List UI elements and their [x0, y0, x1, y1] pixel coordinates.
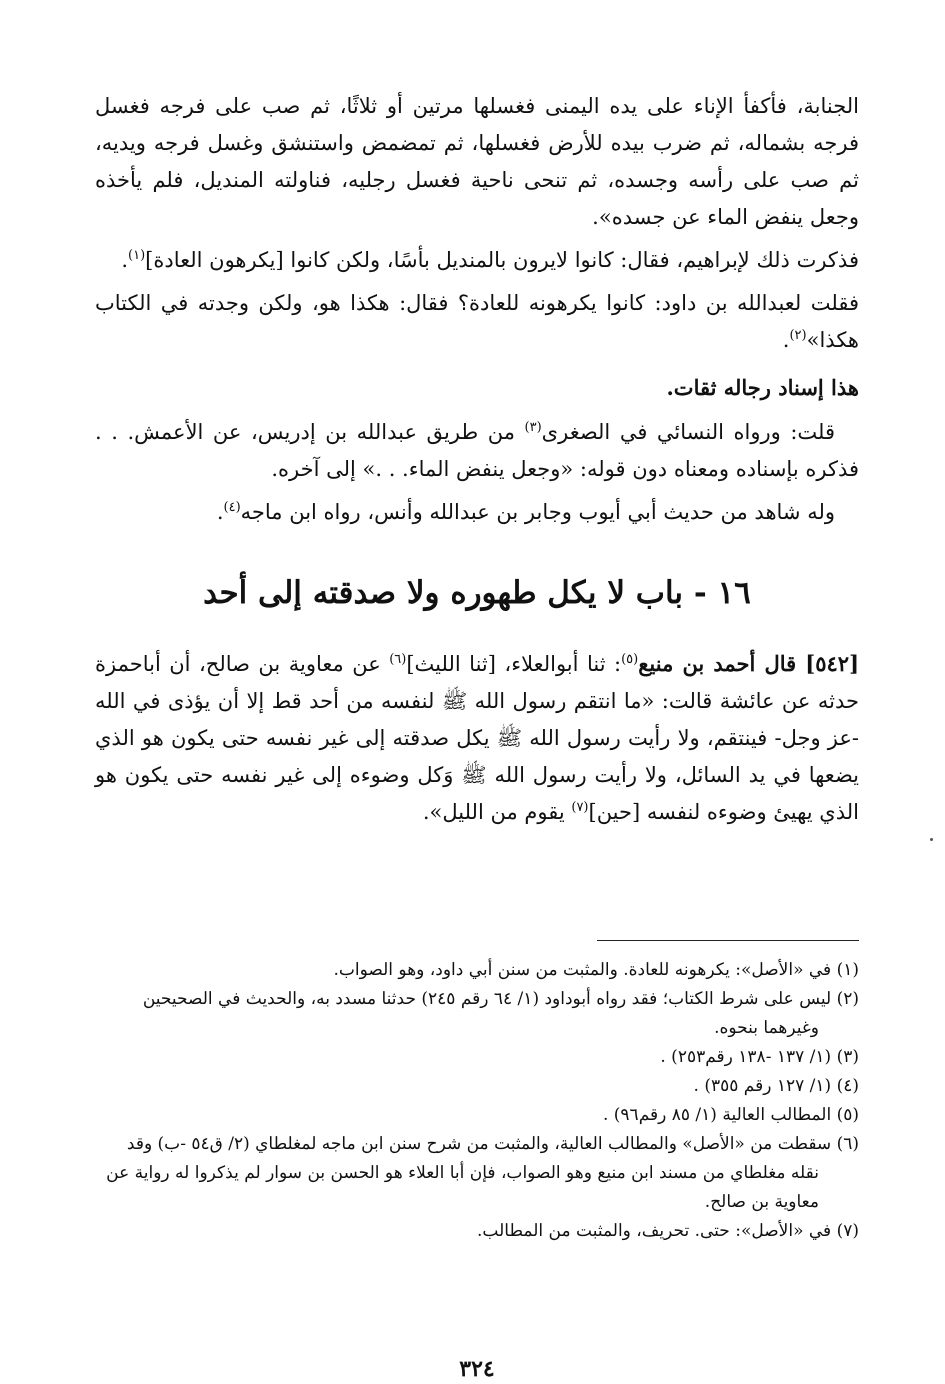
chapter-title: ١٦ - باب لا يكل طهوره ولا صدقته إلى أحد [203, 575, 751, 611]
paragraph-ibrahim [95, 242, 859, 279]
page-number: ٣٢٤ [459, 1356, 495, 1382]
hadith-542 [95, 645, 859, 831]
footnote-ref-1[interactable]: (١) [128, 248, 146, 263]
paragraph-abdullah-dawud [95, 285, 859, 359]
paragraph-text: الجنابة، فأكفأ الإناء على يده اليمنى فغسلها مرتين أو ثلاثًا، ثم صب على فرجه فغسل فرجه بشماله، ثم ضرب بيده للأرض فغسلها، ثم تمضمض واستنشق وغسل فرجه ويديه، ثم صب على رأسه وجسده، ثم تنحى ناحية فغسل رجليه، فناولته المنديل، فلم يأخذه وجعل ينفض الماء عن جسده». [95, 94, 859, 229]
footnote-ref-6[interactable]: (٦) [389, 652, 407, 667]
footnote-5: (٥) المطالب العالية (١/ ٨٥ رقم٩٦) . [602, 1105, 859, 1125]
isnad-grading: هذا إسناد رجاله ثقات. [666, 375, 859, 400]
footnote-ref-2[interactable]: (٢) [789, 328, 807, 343]
paragraph-end: . [782, 328, 790, 352]
footnote-7: (٧) في «الأصل»: حتى. تحريف، والمثبت من المطالب. [477, 1221, 859, 1241]
hadith-text: عن معاوية بن صالح، أن أباحمزة حدثه عن عائشة قالت: «ما انتقم رسول الله ﷺ لنفسه من أحد قط إلا أن يؤذى في الله -عز وجل- فينتقم، ولا رأيت رسول الله ﷺ يكل صدقته إلى غير نفسه حتى يكون هو الذي يضعها في يد السائل، ولا رأيت رسول الله ﷺ وَكل وضوءه إلى غير نفسه حتى يكون هو الذي يهيئ وضوءه لنفسه [حين] [95, 652, 859, 824]
paragraph-text: فذكرت ذلك لإبراهيم، فقال: كانوا لايرون بالمنديل بأسًا، ولكن كانوا [يكرهون العادة] [145, 248, 859, 272]
footnote-ref-7[interactable]: (٧) [571, 800, 589, 815]
paragraph-end: . [121, 248, 129, 272]
paragraph-end: . [216, 500, 224, 524]
hadith-narrator: قال أحمد بن منيع [638, 651, 806, 676]
hadith-number: [٥٤٢] [805, 651, 859, 676]
paragraph-nasai [95, 414, 859, 488]
footnote-ref-4[interactable]: (٤) [223, 500, 241, 515]
book-page [95, 88, 859, 1384]
scan-speck [930, 838, 933, 841]
footnote-2: (٢) ليس على شرط الكتاب؛ فقد رواه أبوداود (١/ ٦٤ رقم ٢٤٥) حدثنا مسدد به، والحديث في الصحيحين وغيرهما بنحوه. [142, 989, 859, 1038]
hadith-text: : ثنا أبوالعلاء، [ثنا الليث] [406, 652, 622, 676]
paragraph-text: فقلت لعبدالله بن داود: كانوا يكرهونه للعادة؟ فقال: هكذا هو، ولكن وجدته في الكتاب هكذا» [95, 291, 859, 352]
footnote-3: (٣) (١/ ١٣٧ -١٣٨ رقم٢٥٣) . [660, 1047, 859, 1067]
paragraph-text: وله شاهد من حديث أبي أيوب وجابر بن عبدالله وأنس، رواه ابن ماجه [240, 500, 835, 524]
footnote-1: (١) في «الأصل»: يكرهونه للعادة. والمثبت من سنن أبي داود، وهو الصواب. [333, 960, 859, 980]
paragraph-text: قلت: ورواه النسائي في الصغرى [541, 420, 836, 444]
footnote-6: (٦) سقطت من «الأصل» والمطالب العالية، والمثبت من شرح سنن ابن ماجه لمغلطاي (٢/ ق٥٤ -ب) وقد نقله مغلطاي من مسند ابن منيع وهو الصواب، فإن أبا العلاء هو الحسن بن سوار لم يذكروا له رواية عن معاوية بن صالح. [106, 1134, 859, 1212]
paragraph-text: من طريق عبدالله بن إدريس، عن الأعمش. . . فذكره بإسناده ومعناه دون قوله: «وجعل ينفض الماء. . .» إلى آخره. [95, 420, 859, 481]
footnotes [95, 956, 859, 1246]
footnote-4: (٤) (١/ ١٢٧ رقم ٣٥٥) . [693, 1076, 859, 1096]
hadith-text: يقوم من الليل». [422, 800, 572, 824]
paragraph-hadith-ghusl [95, 88, 859, 236]
footnote-ref-5[interactable]: (٥) [621, 652, 639, 667]
footnote-ref-3[interactable]: (٣) [524, 420, 542, 435]
paragraph-shahid [95, 494, 859, 531]
footnote-separator [597, 940, 859, 941]
